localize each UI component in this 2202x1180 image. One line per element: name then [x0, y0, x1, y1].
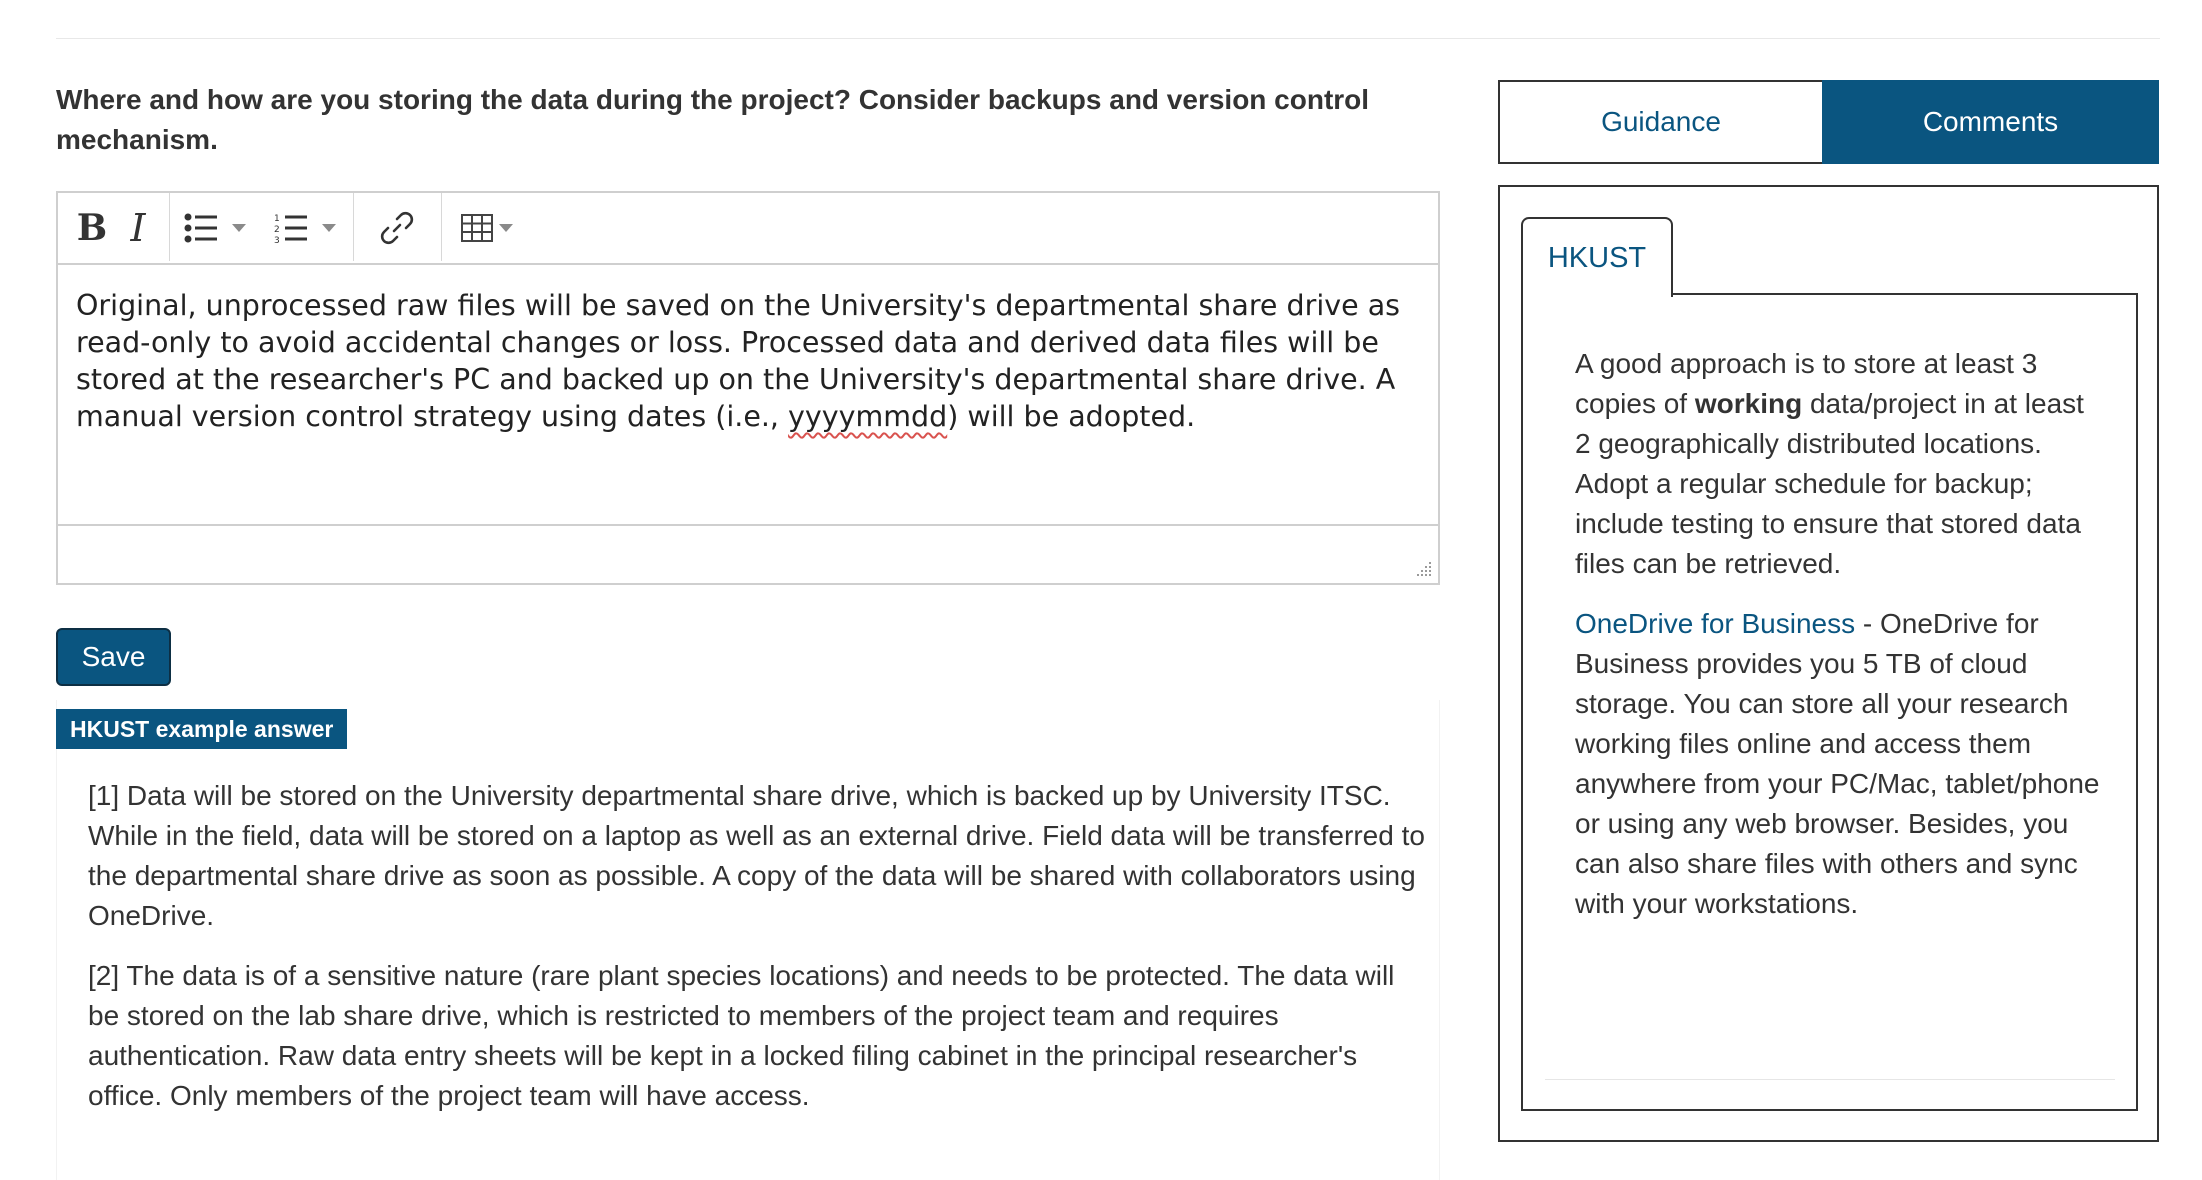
- svg-text:3: 3: [274, 236, 280, 244]
- table-icon[interactable]: [452, 193, 522, 263]
- tab-hkust[interactable]: HKUST: [1521, 217, 1673, 297]
- toolbar-separator: [353, 193, 354, 261]
- guidance-text: [1575, 344, 2105, 944]
- panel-divider: [1545, 1079, 2115, 1080]
- numbered-list-icon[interactable]: [270, 193, 340, 263]
- guidance-paragraph: [1575, 604, 2105, 924]
- editor-text: Original, unprocessed raw files will be saved on the University's departmental share drive as read-only to avoid accidental changes or loss. Processed data and derived data files will be stored at the researcher's PC and backed up on the University's departmental share drive. A manual version control strategy using dates (i.e.,: [76, 289, 1401, 433]
- onedrive-link[interactable]: OneDrive for Business: [1575, 608, 1856, 639]
- sidebar-tabs: [1498, 80, 2159, 164]
- chevron-down-icon: [232, 224, 246, 232]
- guidance-text-span: - OneDrive for Business provides you 5 TB of cloud storage. You can store all your research working files online and access them anywhere from your PC/Mac, tablet/phone or using any web browser. Besides, you can also share files with others and sync with your workstations.: [1575, 608, 2100, 919]
- svg-text:2: 2: [274, 225, 280, 235]
- bold-icon[interactable]: B: [76, 207, 108, 249]
- guidance-bold-text: working: [1694, 388, 1803, 419]
- toolbar-separator: [169, 193, 170, 261]
- tab-guidance[interactable]: Guidance: [1498, 80, 1822, 164]
- italic-icon[interactable]: I: [130, 206, 146, 250]
- toolbar-separator: [441, 193, 442, 261]
- bullet-list-icon[interactable]: [180, 193, 250, 263]
- editor-text-end: ) will be adopted.: [947, 400, 1196, 433]
- tab-comments[interactable]: Comments: [1822, 80, 2159, 164]
- chevron-down-icon: [322, 224, 336, 232]
- misspelled-word: yyyymmdd: [788, 400, 948, 433]
- guidance-text-span: A good approach is to store at least 3 copies of: [1575, 348, 2038, 419]
- editor-status-bar: [58, 524, 1438, 583]
- link-icon[interactable]: [364, 193, 430, 263]
- editor-content[interactable]: [58, 263, 1438, 453]
- question-heading: Where and how are you storing the data during the project? Consider backups and version control mechanism.: [56, 84, 1370, 155]
- svg-text:1: 1: [274, 214, 280, 224]
- chevron-down-icon: [499, 224, 513, 232]
- answer-editor[interactable]: [56, 191, 1440, 585]
- example-paragraph: [1] Data will be stored on the University departmental share drive, which is backed up by University ITSC. While in the field, data will be stored on a laptop as well as an external drive. Field data will be transferred to the departmental share drive as soon as possible. A copy of the data will be shared with collaborators using OneDrive.: [88, 780, 1425, 931]
- guidance-paragraph: [1575, 344, 2105, 584]
- example-paragraph: [2] The data is of a sensitive nature (rare plant species locations) and needs to be protected. The data will be stored on the lab share drive, which is restricted to members of the project team and requires authentication. Raw data entry sheets will be kept in a locked filing cabinet in the principal researcher's office. Only members of the project team will have access.: [88, 960, 1395, 1111]
- top-divider: [56, 38, 2160, 39]
- save-button[interactable]: Save: [56, 628, 171, 686]
- editor-toolbar: [58, 193, 1438, 265]
- guidance-text-span: data/project in at least 2 geographically distributed locations. Adopt a regular schedule for backup; include testing to ensure that stored data files can be retrieved.: [1575, 388, 2084, 579]
- resize-handle-icon[interactable]: [1414, 559, 1432, 577]
- example-answer-label: HKUST example answer: [56, 709, 347, 749]
- example-answer-body: [88, 776, 1428, 1136]
